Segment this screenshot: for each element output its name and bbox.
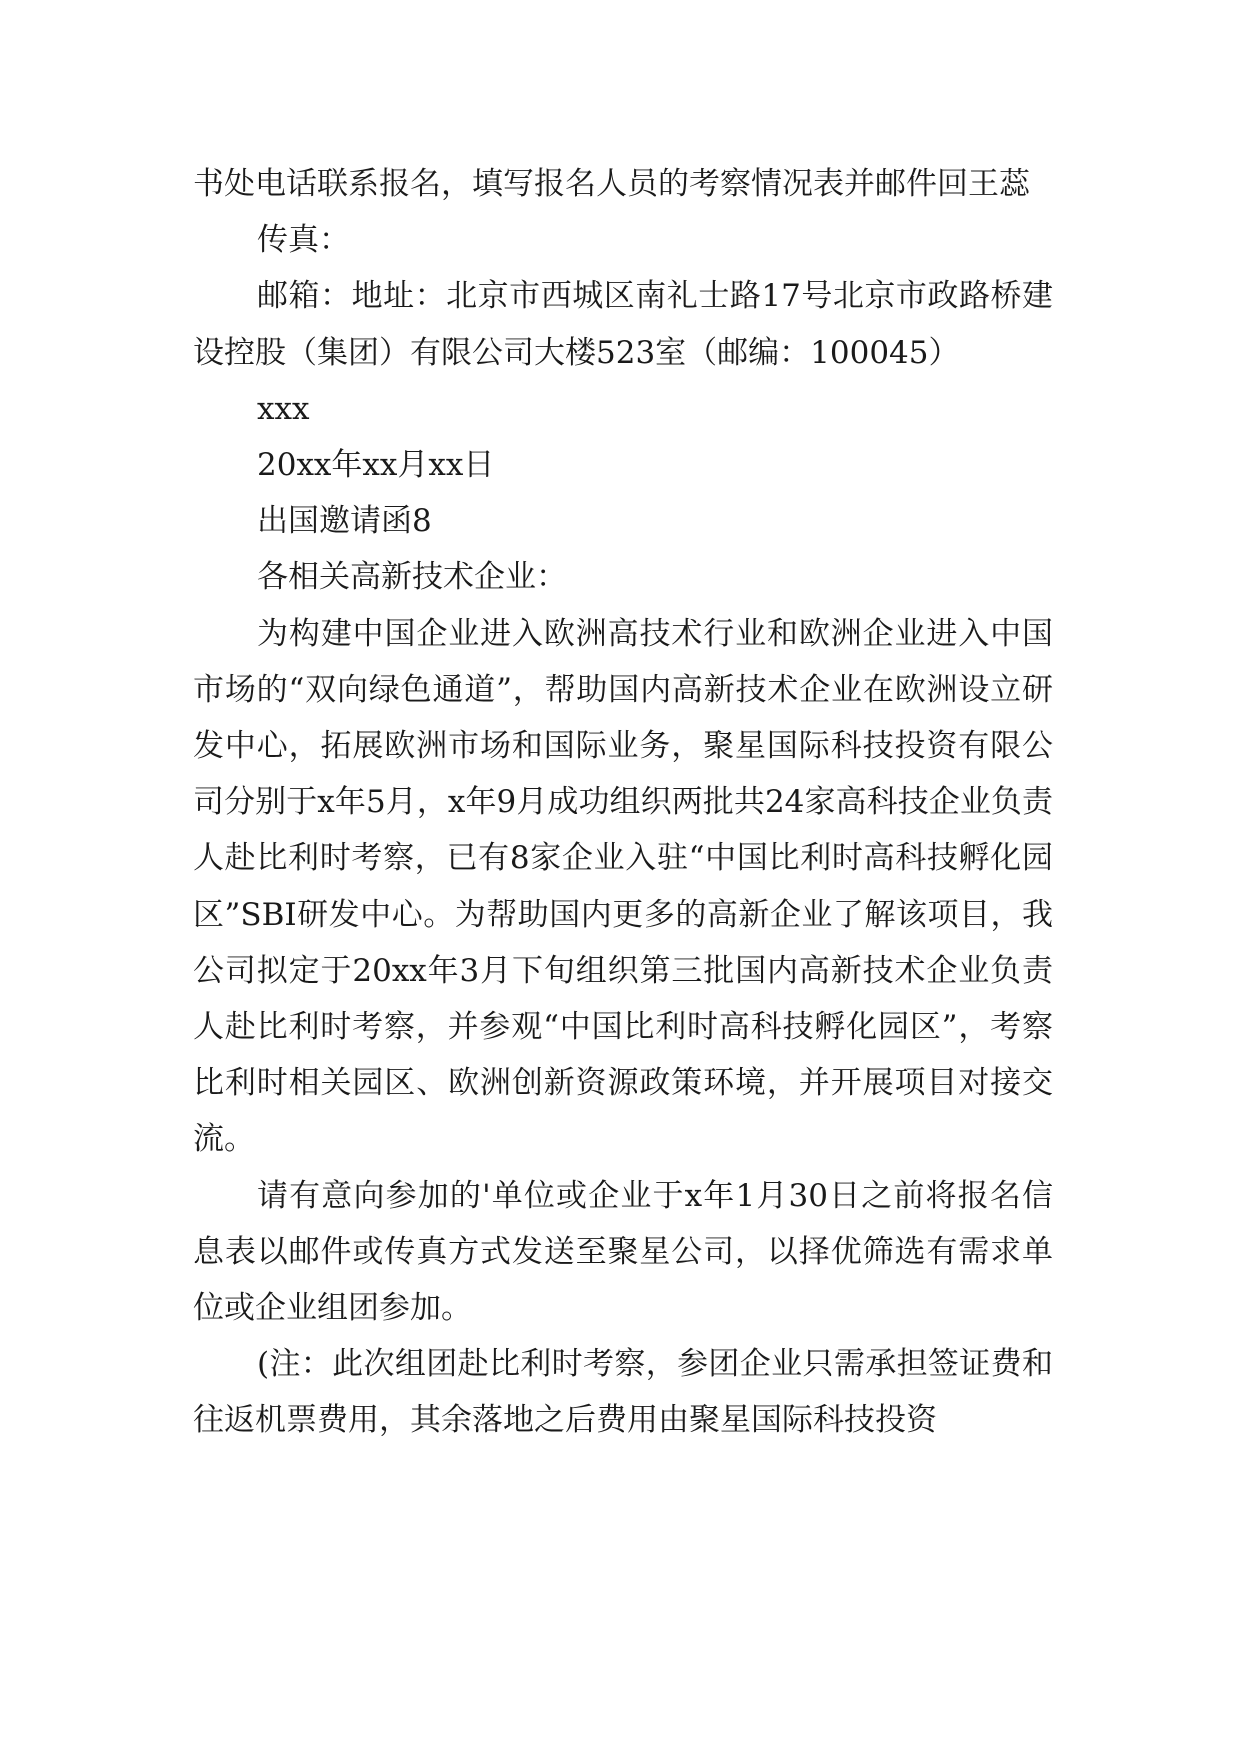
paragraph-fax: 传真： <box>257 222 350 259</box>
paragraph-signature: xxx <box>257 390 310 427</box>
paragraph-email-address: 邮箱：地址：北京市西城区南礼士路17号北京市政路桥建设控股（集团）有限公司大楼523室（邮编：100045） <box>193 278 1053 371</box>
document-body <box>193 156 1053 1449</box>
paragraph-salutation: 各相关高新技术企业： <box>257 559 567 596</box>
paragraph-registration-note: 书处电话联系报名，填写报名人员的考察情况表并邮件回王蕊 <box>193 166 1030 202</box>
paragraph-title: 出国邀请函8 <box>257 503 432 540</box>
paragraph-body-note: (注：此次组团赴比利时考察，参团企业只需承担签证费和往返机票费用，其余落地之后费用由聚星国际科技投资 <box>193 1346 1053 1439</box>
paragraph-date: 20xx年xx月xx日 <box>257 447 495 484</box>
paragraph-body-request: 请有意向参加的'单位或企业于x年1月30日之前将报名信息表以邮件或传真方式发送至聚星公司，以择优筛选有需求单位或企业组团参加。 <box>193 1177 1053 1327</box>
paragraph-body-main: 为构建中国企业进入欧洲高技术行业和欧洲企业进入中国市场的“双向绿色通道”，帮助国内高新技术企业在欧洲设立研发中心，拓展欧洲市场和国际业务，聚星国际科技投资有限公司分别于x年5月，x年9月成功组织两批共24家高科技企业负责人赴比利时考察，已有8家企业入驻“中国比利时高科技孵化园区”SBI研发中心。为帮助国内更多的高新企业了解该项目，我公司拟定于20xx年3月下旬组织第三批国内高新技术企业负责人赴比利时考察，并参观“中国比利时高科技孵化园区”，考察比利时相关园区、欧洲创新资源政策环境，并开展项目对接交流。 <box>193 615 1053 1158</box>
